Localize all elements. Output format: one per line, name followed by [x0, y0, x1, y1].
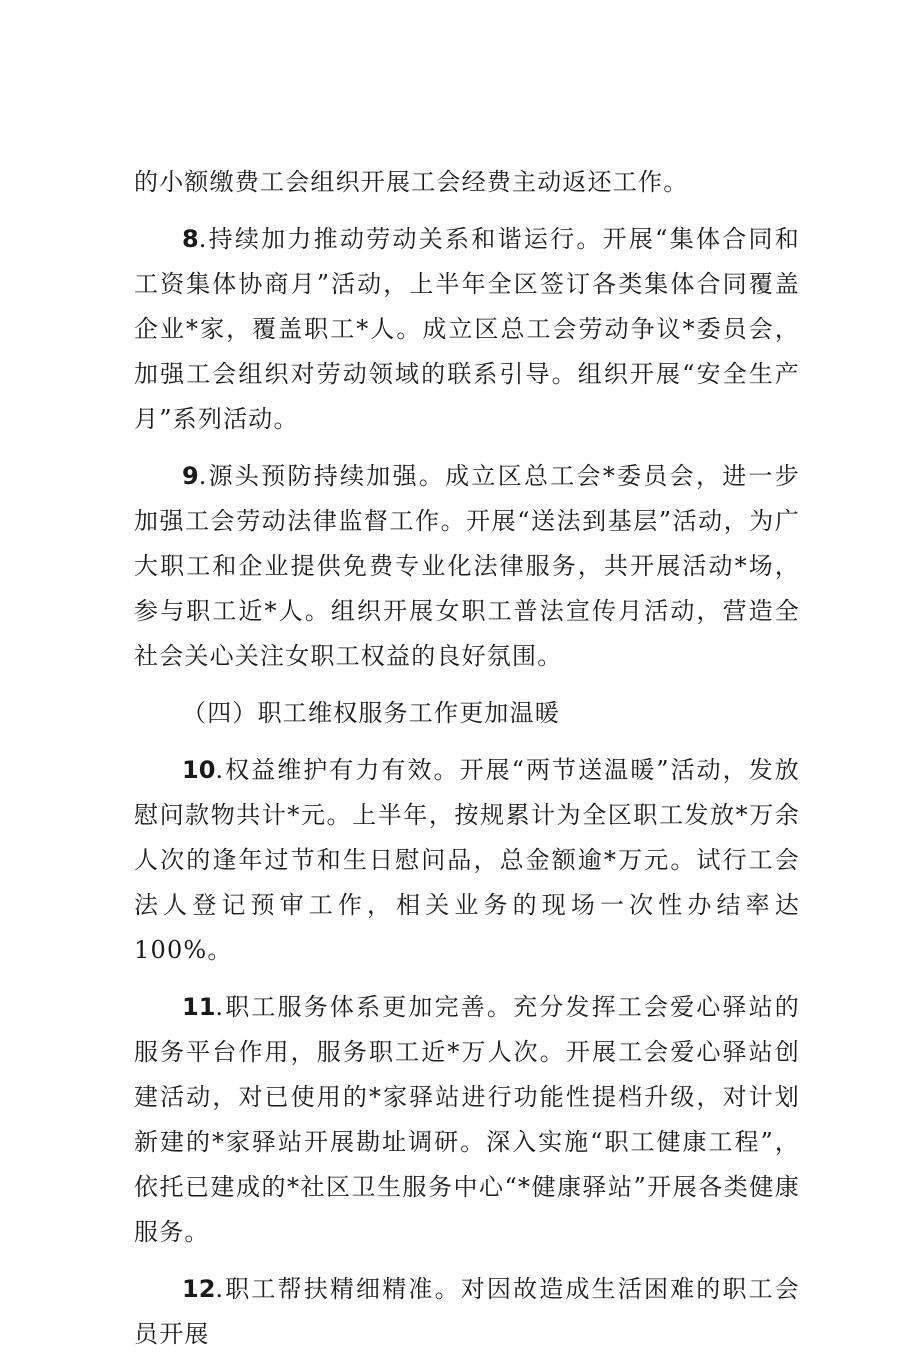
item-number: 10 [182, 756, 216, 784]
paragraph-text: 的小额缴费工会组织开展工会经费主动返还工作。 [134, 168, 689, 196]
item-number: 8 [182, 225, 199, 253]
paragraph-item-8 [134, 217, 800, 442]
heading-text: （四）职工维权服务工作更加温暖 [182, 699, 560, 727]
paragraph-item-11 [134, 985, 800, 1255]
item-number: 11 [182, 993, 216, 1021]
section-heading [134, 691, 800, 736]
item-number: 9 [182, 462, 199, 490]
paragraph-item-12 [134, 1267, 800, 1357]
paragraph-item-10 [134, 748, 800, 973]
paragraph-text: .职工帮扶精细精准。对因故造成生活困难的职工会员开展 [134, 1275, 800, 1348]
item-number: 12 [182, 1275, 216, 1303]
paragraph-text: .权益维护有力有效。开展“两节送温暖”活动，发放慰问款物共计*元。上半年，按规累计为全区职工发放*万余人次的逢年过节和生日慰问品，总金额逾*万元。试行工会法人登记预审工作，相关业务的现场一次性办结率达100%。 [134, 756, 800, 964]
document-body [134, 160, 800, 1369]
paragraph-continuation [134, 160, 800, 205]
paragraph-text: .职工服务体系更加完善。充分发挥工会爱心驿站的服务平台作用，服务职工近*万人次。开展工会爱心驿站创建活动，对已使用的*家驿站进行功能性提档升级，对计划新建的*家驿站开展勘址调研。深入实施“职工健康工程”，依托已建成的*社区卫生服务中心“*健康驿站”开展各类健康服务。 [134, 993, 800, 1246]
paragraph-text: .持续加力推动劳动关系和谐运行。开展“集体合同和工资集体协商月”活动，上半年全区签订各类集体合同覆盖企业*家，覆盖职工*人。成立区总工会劳动争议*委员会，加强工会组织对劳动领域的联系引导。组织开展“安全生产月”系列活动。 [134, 225, 800, 433]
paragraph-item-9 [134, 454, 800, 679]
paragraph-text: .源头预防持续加强。成立区总工会*委员会，进一步加强工会劳动法律监督工作。开展“送法到基层”活动，为广大职工和企业提供免费专业化法律服务，共开展活动*场，参与职工近*人。组织开展女职工普法宣传月活动，营造全社会关心关注女职工权益的良好氛围。 [134, 462, 800, 670]
